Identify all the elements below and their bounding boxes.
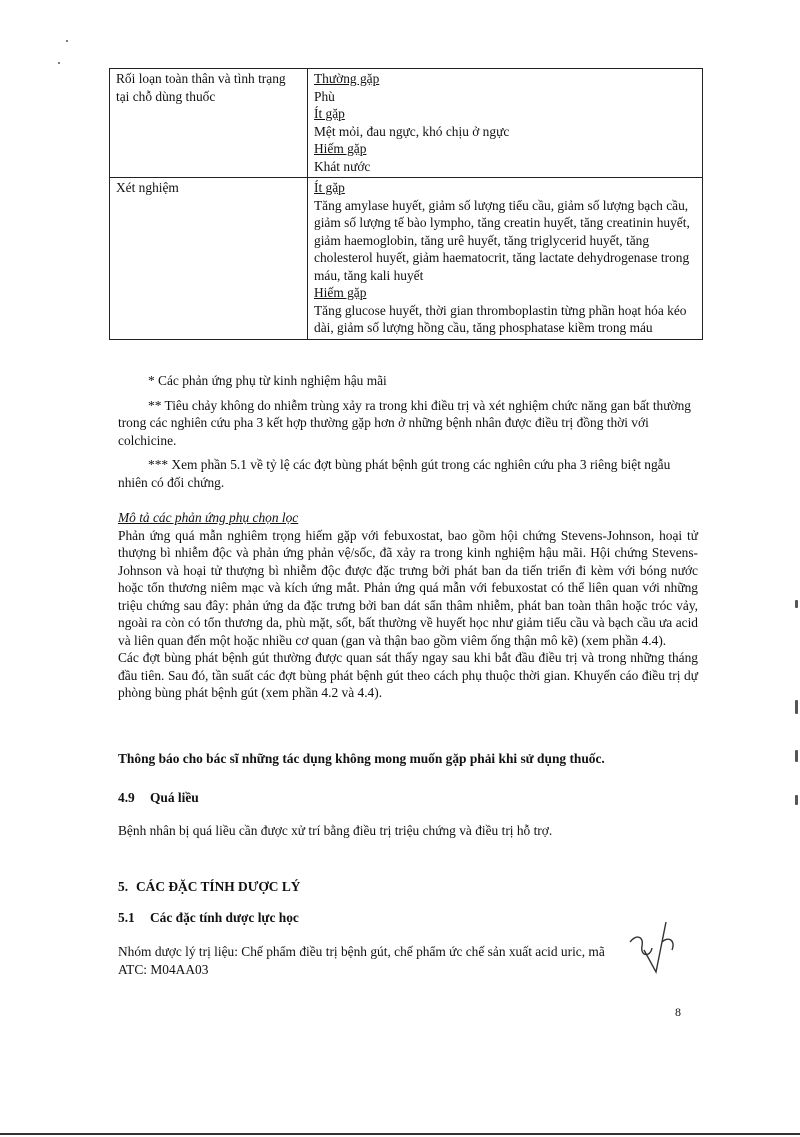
selected-adverse-reactions bbox=[118, 509, 698, 702]
table-row bbox=[110, 69, 703, 178]
category-label: Xét nghiệm bbox=[116, 180, 179, 195]
report-notice: Thông báo cho bác sĩ những tác dụng không mong muốn gặp phải khi sử dụng thuốc. bbox=[118, 751, 605, 766]
category-label: Rối loạn toàn thân và tình trạng tại chỗ dùng thuốc bbox=[116, 71, 286, 104]
paragraph: Phản ứng quá mẫn nghiêm trọng hiếm gặp với febuxostat, bao gồm hội chứng Stevens-Johnson, hoại tử thượng bì nhiễm độc và phản ứng phản vệ/sốc, đã xảy ra trong kinh nghiệm hậu mãi. Hội chứng Stevens-Johnson và hoại tử thượng bì nhiễm độc được đặc trưng bởi phát ban da tiến triển đi kèm với bóng nước hoặc tổn thương niêm mạc và kích ứng mắt. Phản ứng quá mẫn với febuxostat có thể liên quan với những triệu chứng sau đây: phản ứng da đặc trưng bởi ban dát sẩn thâm nhiễm, phát ban toàn thân hoặc tróc vảy, ngoài ra còn có tổn thương da, phù mặt, sốt, bất thường về huyết học như giảm tiểu cầu và bạch cầu ưa acid và liên quan đến một hoặc nhiều cơ quan (gan và thận bao gồm viêm ống thận mô kẽ) (xem phần 4.4). bbox=[118, 527, 698, 648]
effect-text: Mệt mỏi, đau ngực, khó chịu ở ngực bbox=[314, 123, 510, 139]
pharmacotherapeutic-group bbox=[118, 943, 696, 978]
table-cell-effects bbox=[308, 69, 703, 178]
overdose-text: Bệnh nhân bị quá liều cần được xử trí bằng điều trị triệu chứng và điều trị hỗ trợ. bbox=[118, 823, 553, 838]
adverse-effects-table bbox=[109, 68, 703, 340]
effect-text: Phù bbox=[314, 88, 335, 104]
section-title: Quá liều bbox=[150, 790, 199, 805]
subsection-title: Mô tả các phản ứng phụ chọn lọc bbox=[118, 510, 299, 525]
frequency-label: Hiếm gặp bbox=[314, 285, 367, 300]
effect-text: Khát nước bbox=[314, 158, 371, 174]
table-row bbox=[110, 178, 703, 340]
scan-speck bbox=[795, 700, 798, 714]
effect-text: Tăng amylase huyết, giảm số lượng tiểu cầu, giảm số lượng bạch cầu, giảm số lượng tế bào lympho, tăng creatin huyết, tăng creatinin huyết, giảm haemoglobin, tăng urê huyết, tăng triglycerid huyết, tăng cholesterol huyết, giảm haematocrit, tăng lactate dehydrogenase trong máu, tăng kali huyết bbox=[314, 197, 690, 283]
scan-speck bbox=[58, 62, 60, 64]
section-number: 5. bbox=[118, 879, 129, 894]
section-number: 5.1 bbox=[118, 910, 135, 925]
frequency-label: Thường gặp bbox=[314, 71, 380, 86]
table-cell-effects bbox=[308, 178, 703, 340]
frequency-label: Ít gặp bbox=[314, 106, 345, 121]
section-heading-5-1 bbox=[118, 909, 299, 927]
handwritten-signature bbox=[622, 912, 682, 982]
scan-speck bbox=[795, 600, 798, 608]
footnote-3: *** Xem phần 5.1 về tỷ lệ các đợt bùng phát bệnh gút trong các nghiên cứu pha 3 riêng biệt ngẫu nhiên có đối chứng. bbox=[118, 457, 671, 490]
text-line: ATC: M04AA03 bbox=[118, 961, 209, 977]
section-heading-4-9 bbox=[118, 789, 199, 807]
scan-speck bbox=[66, 40, 68, 42]
table-cell-category bbox=[110, 178, 308, 340]
footnote-1: * Các phản ứng phụ từ kinh nghiệm hậu mãi bbox=[148, 373, 387, 388]
frequency-label: Hiếm gặp bbox=[314, 141, 367, 156]
scan-speck bbox=[795, 795, 798, 805]
section-heading-5 bbox=[118, 878, 300, 896]
frequency-label: Ít gặp bbox=[314, 180, 345, 195]
effect-text: Tăng glucose huyết, thời gian thromboplastin từng phần hoạt hóa kéo dài, giảm số lượng hồng cầu, tăng phosphatase kiềm trong máu bbox=[314, 302, 687, 335]
section-number: 4.9 bbox=[118, 790, 135, 805]
footnote-2: ** Tiêu chảy không do nhiễm trùng xảy ra trong khi điều trị và xét nghiệm chức năng gan bất thường trong các nghiên cứu pha 3 kết hợp thường gặp hơn ở những bệnh nhân được điều trị đồng thời với colchicine. bbox=[118, 397, 691, 448]
section-title: CÁC ĐẶC TÍNH DƯỢC LÝ bbox=[136, 879, 301, 894]
scan-speck bbox=[795, 750, 798, 762]
text-line: Nhóm dược lý trị liệu: Chế phẩm điều trị bệnh gút, chế phẩm ức chế sản xuất acid uric, mã bbox=[118, 944, 605, 959]
paragraph: Các đợt bùng phát bệnh gút thường được quan sát thấy ngay sau khi bắt đầu điều trị và trong những tháng đầu tiên. Sau đó, tần suất các đợt bùng phát bệnh gút theo cách phụ thuộc thời gian. Khuyến cáo điều trị dự phòng bùng phát bệnh gút (xem phần 4.2 và 4.4). bbox=[118, 650, 698, 700]
table-cell-category bbox=[110, 69, 308, 178]
table-footnotes bbox=[118, 372, 698, 498]
section-title: Các đặc tính dược lực học bbox=[150, 910, 299, 925]
scan-edge bbox=[0, 1133, 800, 1135]
page-number: 8 bbox=[675, 1005, 681, 1019]
